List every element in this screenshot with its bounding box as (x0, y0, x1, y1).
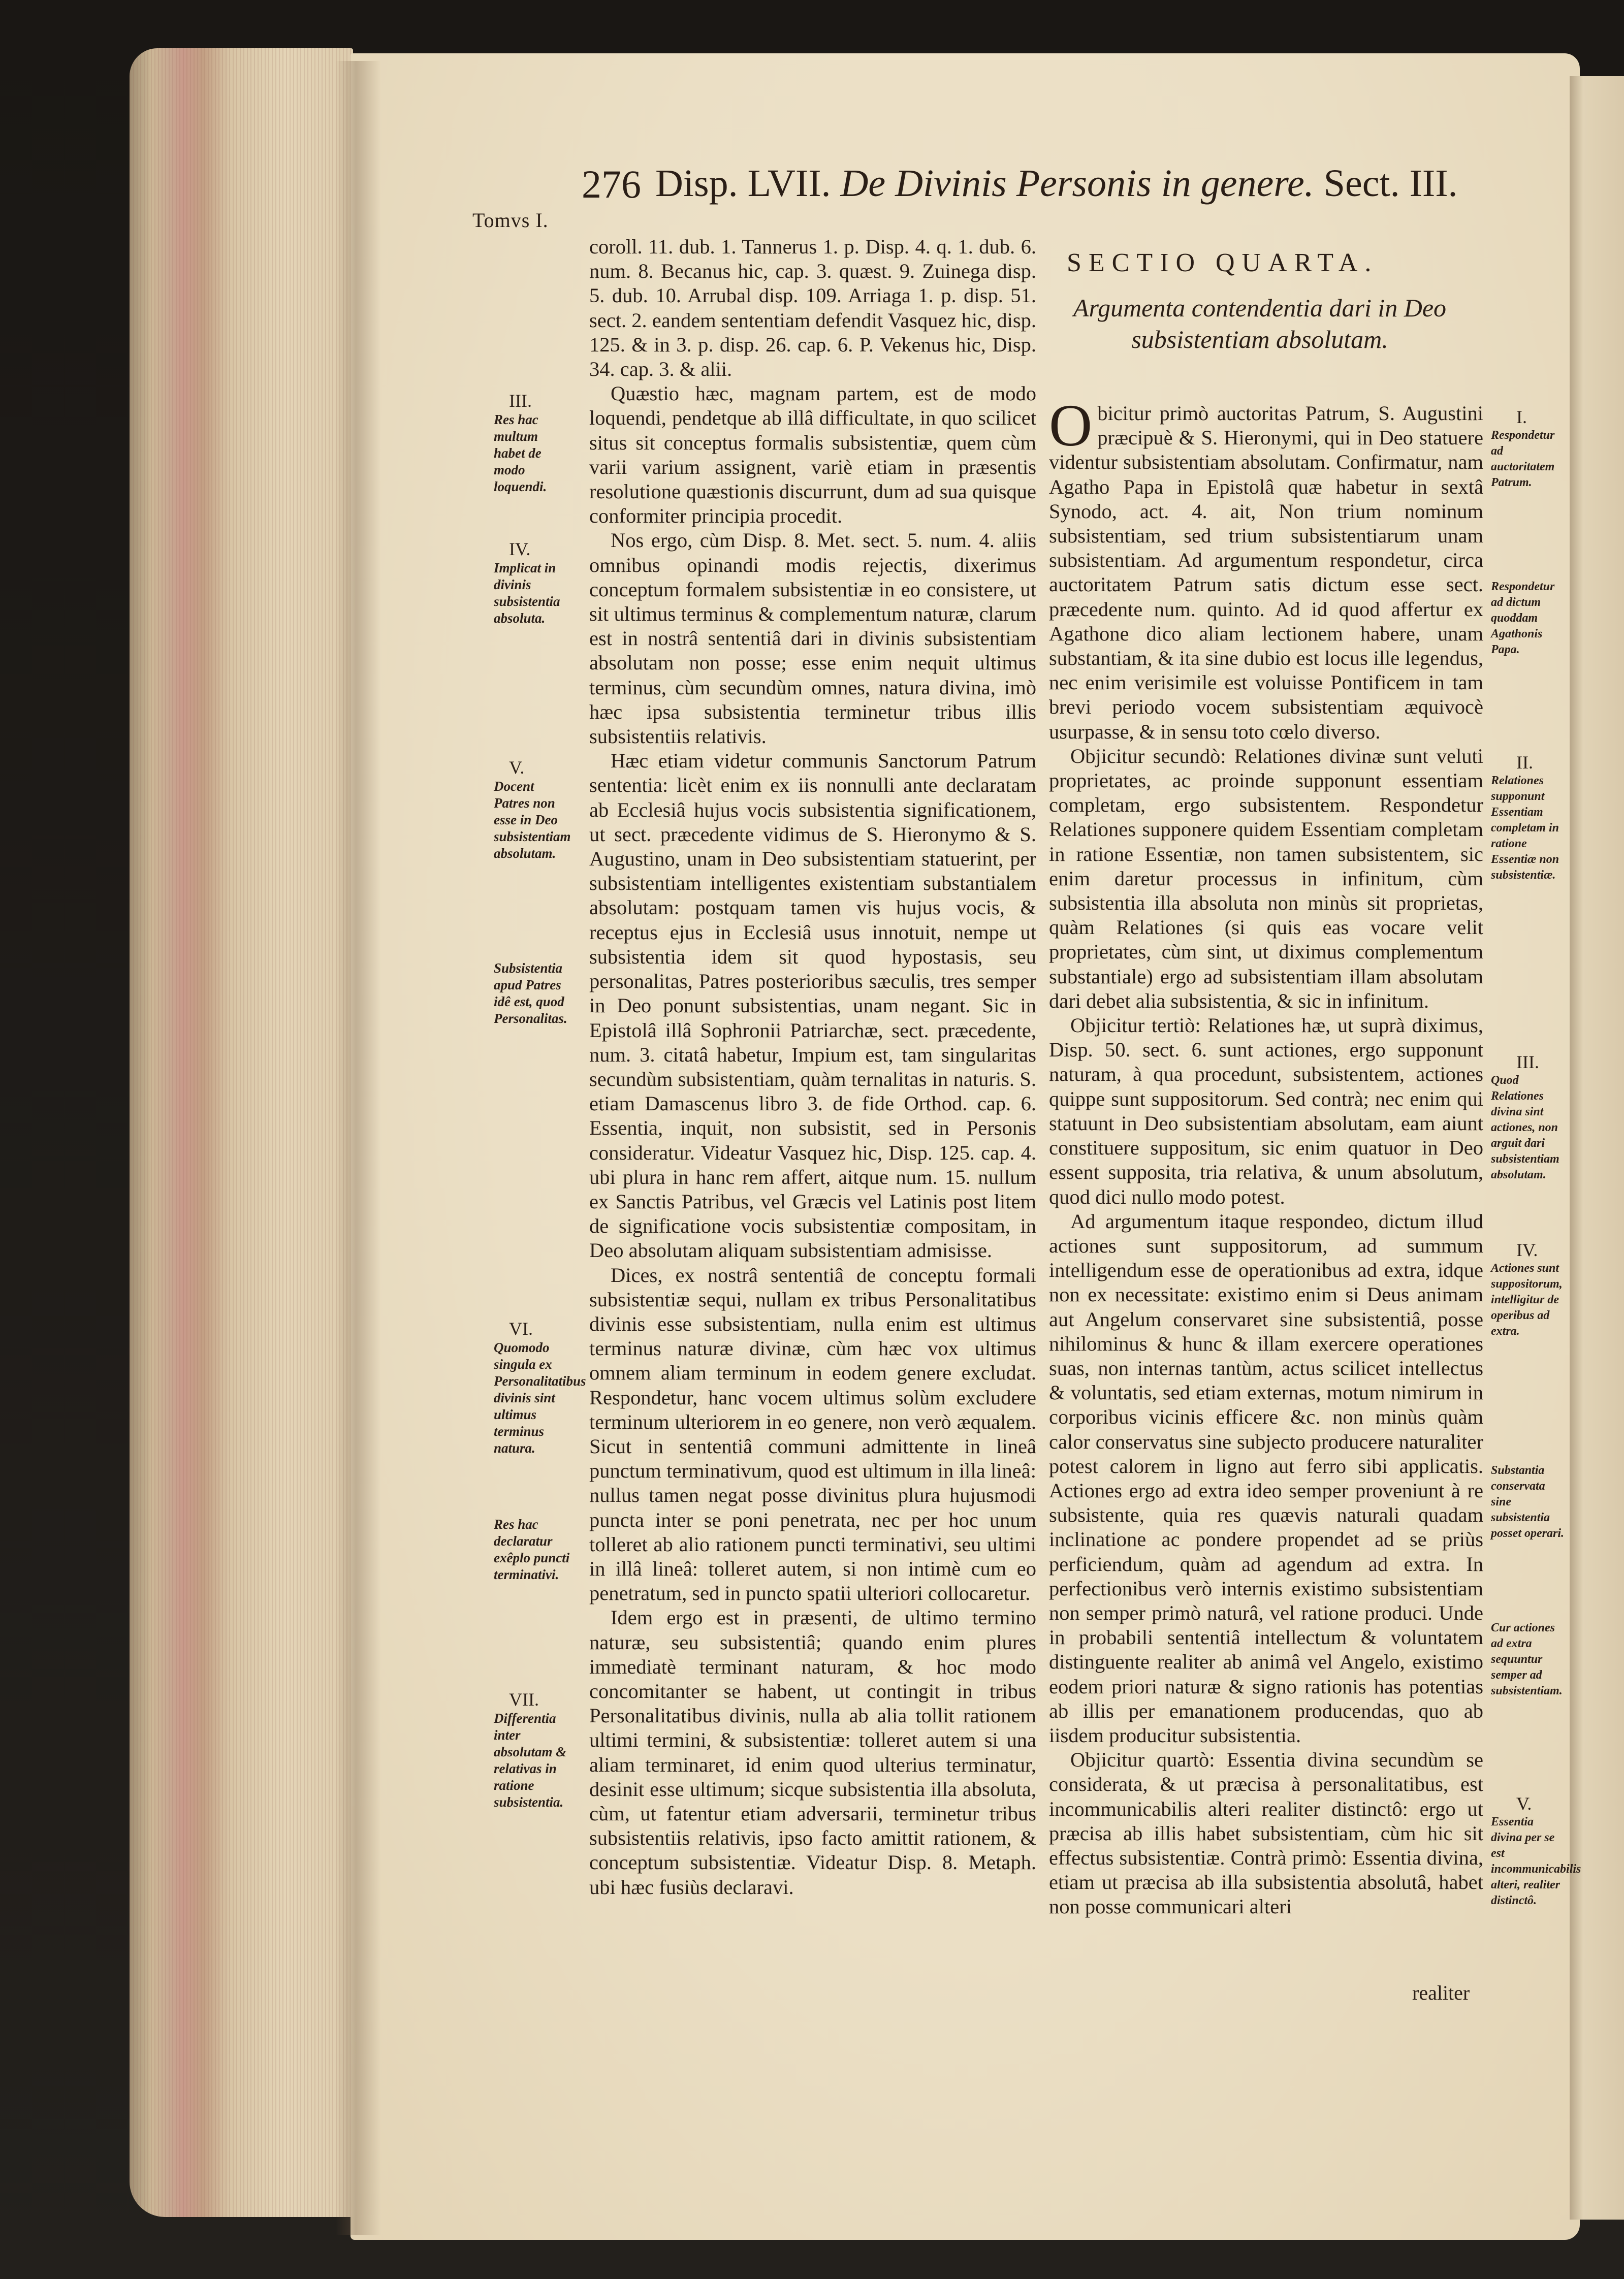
margin-note (494, 390, 570, 495)
margin-note-text: Res hac declaratur exêplo puncti terminativi. (494, 1517, 570, 1582)
catchword: realiter (1412, 1981, 1470, 2004)
margin-note-text: Respondetur ad auctoritatem Patrum. (1491, 429, 1555, 489)
running-head-title: De Divinis Personis in genere. (840, 162, 1314, 205)
facing-page-edge (1570, 76, 1624, 2220)
margin-note (1491, 406, 1567, 491)
margin-note-number: IV. (509, 539, 531, 559)
running-head-sect: Sect. III. (1323, 162, 1458, 205)
margin-note (494, 1318, 586, 1457)
margin-note (494, 538, 570, 627)
paragraph: coroll. 11. dub. 1. Tannerus 1. p. Disp. 4. q. 1. dub. 6. num. 8. Becanus hic, cap. 3. quæst. 9. Zuinega disp. 5. dub. 10. Arrubal disp. 109. Arriaga 1. p. disp. 51. sect. 2. eandem sententiam defendit Vasquez hic, disp. 125. & in 3. p. disp. 26. cap. 6. P. Vekenus hic, Disp. 34. cap. 3. & alii. (589, 235, 1036, 381)
paragraph: Idem ergo est in præsenti, de ultimo termino naturæ, seu subsistentiâ; quando enim plures immediatè terminant naturam, & hoc modo concomitanter se habent, ut contingit in tribus Personalitatibus divinis, nulla ab alia tollit rationem ultimi termini, & subsistentiæ: tolleret autem si una aliam terminaret, id enim quod ulterius terminatur, desinit esse ultimum; sicque subsistentia illa absoluta, cùm, ut fatentur etiam adversarii, terminetur tribus subsistentiis relativis, ipso facto amittit rationem, & conceptum subsistentiæ. Videatur Disp. 8. Metaph. ubi hæc fusiùs declaravi. (589, 1606, 1036, 1899)
gutter-shadow (335, 61, 381, 2235)
margin-note-text: Subsistentia apud Patres idê est, quod Personalitas. (494, 960, 567, 1026)
margin-note-text: Respondetur ad dictum quoddam Agathonis Papa. (1491, 580, 1555, 656)
running-head-disp: Disp. LVII. (655, 162, 831, 205)
left-column (589, 235, 1036, 1900)
margin-note-number: V. (1516, 1793, 1532, 1814)
paragraph: Hæc etiam videtur communis Sanctorum Patrum sententia: licèt enim ex iis nonnulli ante declaratam ab Ecclesiâ hujus vocis subsistentia significationem, ut sect. præcedente vidimus de S. Hieronymo & S. Augustino, unam in Deo subsistentiam statuerint, per subsistentiam intelligentes existentiam substantialem absolutam: postquam tamen vis hujus vocis, & receptus ejus in Ecclesiâ usus innotuit, nempe ut subsistentia idem sit quod hypostasis, seu personalitas, Patres posterioribus sæculis, tres semper in Deo ponunt subsistentias, unam negant. Sic in Epistolâ illâ Sophronii Patriarchæ, sect. præcedente, num. 3. citatâ habetur, Impium est, tam singularitas secundùm subsistentiam, quàm ternalitas in naturis. S. etiam Damascenus libro 3. de fide Orthod. cap. 6. Essentia, inquit, non subsistit, sed in Personis consideratur. Videatur Vasquez hic, Disp. 125. cap. 4. ubi plura in hanc rem affert, aitque num. 15. nullum ex Sanctis Patribus, vel Græcis vel Latinis post litem de significatione vocis subsistentiæ compositam, in Deo absolutam aliquam subsistentiam admisisse. (589, 749, 1036, 1262)
margin-note (1491, 579, 1567, 658)
paragraph (1049, 392, 1483, 744)
margin-note-number: III. (509, 391, 532, 411)
page-number: 276 (582, 162, 641, 206)
page-block-edge (130, 48, 353, 2217)
margin-note (494, 1516, 570, 1583)
margin-note (494, 960, 570, 1027)
volume-label: Tomvs I. (472, 209, 549, 232)
margin-note-text: Docent Patres non esse in Deo subsistentiam absolutam. (494, 779, 571, 861)
margin-note-text: Quod Relationes divina sint actiones, non arguit dari subsistentiam absolutam. (1491, 1074, 1559, 1181)
margin-note-text: Differentia inter absolutam & relativas in ratione subsistentia. (494, 1711, 567, 1810)
margin-note (494, 757, 570, 862)
margin-note-number: VII. (509, 1689, 539, 1710)
paragraph: Objicitur secundò: Relationes divinæ sunt veluti proprietates, ac proinde supponunt essentiam completam, ergo subsistentem. Respondetur Relationes supponere quidem Essentiam completam in ratione Essentiæ, non tamen subsistentem, sic enim daretur processus in infinitum, cùm subsistentia illa absoluta non minùs sit proprietas, quàm Relationes (si quis eas vocare velit proprietates, cùm sint, ut diximus complementum substantiale) ergo ad subsistentiam illam absolutam dari debet alia subsistentia, & sic in infinitum. (1049, 744, 1483, 1012)
paragraph: Dices, ex nostrâ sententiâ de conceptu formali subsistentiæ sequi, nullam ex tribus Personalitatibus divinis esse subsistentiam, nulla enim est ultimus terminus naturæ divinæ, cùm hæc vox ultimus omnem aliam terminum in eodem genere excludat. Respondetur, hanc vocem ultimus solùm excludere terminum ulteriorem in eo genere, non verò æqualem. Sicut in sententiâ communi admittente in lineâ punctum terminativum, quod est ultimum in illa lineâ: nullus tamen negat posse divinitus plura hujusmodi puncta inter se poni penetrata, nec per hoc unum tolleret ab alio rationem puncti terminativi, seu ultimi in illâ lineâ: tolleret autem, si non intimè cum eo penetratum, sed in puncto spatii ulteriori collocaretur. (589, 1263, 1036, 1605)
right-column (1049, 392, 1483, 1919)
margin-note-number: III. (1516, 1052, 1539, 1072)
drop-cap: O (1049, 392, 1093, 459)
paragraph: Ad argumentum itaque respondeo, dictum illud actiones sunt suppositorum, ad summum intelligendum esse de operationibus ad extra, idque non ex necessitate: existimo enim si Deus animam aut Angelum conservaret sine subsistentiâ, posse nihilominus & hunc & illam exercere operationes suas, non internas tantùm, actus scilicet intellectus & voluntatis, sed etiam externas, motum nimirum in corporibus vicinis efficere &c. non minùs quàm calor conservatus sine subjecto producere naturaliter potest calorem in ligno aut ferro sibi applicatis. Actiones ergo ad extra ideo semper proveniunt à re subsistente, quia res quævis naturali quadam inclinatione ac pondere propendet ad se priùs perficiendum, quàm ad agendum ad extra. In perfectionibus verò internis existimo subsistentiam non semper primò naturâ, vel ratione produci. Unde in probabili sententiâ intellectum & voluntatem distinguente realiter ab animâ vel Angelo, existimo eodem priori naturæ & signo rationis has potentias ab illis per emanationem producendas, quo ab iisdem producitur subsistentia. (1049, 1209, 1483, 1747)
margin-note (1491, 1793, 1581, 1909)
margin-note (494, 1689, 570, 1811)
margin-note-number: V. (509, 757, 525, 778)
margin-note-text: Relationes supponunt Essentiam completam in ratione Essentiæ non subsistentiæ. (1491, 774, 1559, 882)
paragraph: Nos ergo, cùm Disp. 8. Met. sect. 5. num. 4. aliis omnibus opinandi modis rejectis, dixerimus conceptum formalem subsistentiæ in eo consistere, ut sit ultimus terminus & complementum naturæ, clarum est in nostrâ sententiâ dari in divinis subsistentiam absolutam non posse; esse enim nequit ultimus terminus, cùm secundùm omnes, natura divina, imò hæc ipsa subsistentia terminetur tribus illis subsistentiis relativis. (589, 529, 1036, 748)
paragraph: Objicitur tertiò: Relationes hæ, ut suprà diximus, Disp. 50. sect. 6. sunt actiones, ergo supponunt naturam, à qua procedunt, subsistentem, actiones quippe sunt suppositorum. Sed contrà; nec enim qui statuunt in Deo subsistentiam absolutam, eam aiunt constituere suppositum, sic enim quatuor in Deo essent supposita, tria relativa, & unum absolutum, quod dici nullo modo potest. (1049, 1014, 1483, 1208)
margin-note (1491, 1463, 1567, 1542)
margin-note-number: IV. (1516, 1240, 1538, 1260)
margin-note-text: Cur actiones ad extra sequuntur semper ad subsistentiam. (1491, 1621, 1563, 1697)
paragraph: Objicitur quartò: Essentia divina secundùm se considerata, & ut præcisa à personalitatibus, est incommunicabilis alteri realiter distinctô: ergo ut præcisa ab illis habet subsistentiam, cùm hic sit effectus subsistentiæ. Contrà primò: Essentia divina, etiam ut præcisa ab illa subsistentia absolutâ, habet non posse communicari alteri (1049, 1748, 1483, 1918)
section-subtitle: Argumenta contendentia dari in Deo subsistentiam absolutam. (1073, 294, 1447, 354)
section-title: SECTIO QUARTA. (1067, 248, 1379, 277)
margin-note-number: II. (1516, 752, 1533, 773)
paragraph: Quæstio hæc, magnam partem, est de modo loquendi, pendetque ab illâ difficultate, in quo scilicet situs sit conceptus formalis subsistentiæ, quem cùm varii varium assignent, variè etiam in præsentis resolutione quæstionis discurrunt, dum ad sua quisque conformiter principia procedit. (589, 382, 1036, 528)
margin-note (1491, 1620, 1567, 1699)
margin-note (1491, 1051, 1567, 1183)
margin-note-text: Essentia divina per se est incommunicabilis alteri, realiter distinctô. (1491, 1815, 1581, 1907)
margin-note (1491, 1239, 1567, 1339)
margin-note-text: Quomodo singula ex Personalitatibus divinis sint ultimus terminus natura. (494, 1340, 586, 1456)
margin-note (1491, 752, 1567, 883)
margin-note-number: VI. (509, 1319, 533, 1339)
paragraph-text: bicitur primò auctoritas Patrum, S. Augustini præcipuè & S. Hieronymi, qui in Deo statuere videntur subsistentiam absolutam. Confirmatur, nam Agatho Papa in Epistolâ quæ habetur in sextâ Synodo, act. 4. ait, Non trium nominum subsistentiam, sed trium subsistentiarum unam subsistentiam. Ad argumentum respondetur, circa auctoritatem Patrum satis dictum esse sect. præcedente num. quinto. Ad id quod affertur ex Agathone dico aliam lectionem habere, unam substantiam, & ita sine dubio est locus ille legendus, nec enim verisimile est voluisse Pontificem in tam brevi periodo vocem subsistentiam æquivocè usurpasse, & in sensu toto cœlo diverso. (1049, 402, 1483, 743)
margin-note-text: Substantia conservata sine subsistentia posset operari. (1491, 1464, 1564, 1540)
running-head (655, 162, 1458, 206)
margin-note-text: Res hac multum habet de modo loquendi. (494, 412, 547, 494)
margin-note-number: I. (1516, 407, 1527, 427)
margin-note-text: Actiones sunt suppositorum, intelligitur de operibus ad extra. (1491, 1262, 1563, 1338)
margin-note-text: Implicat in divinis subsistentia absoluta. (494, 560, 560, 626)
